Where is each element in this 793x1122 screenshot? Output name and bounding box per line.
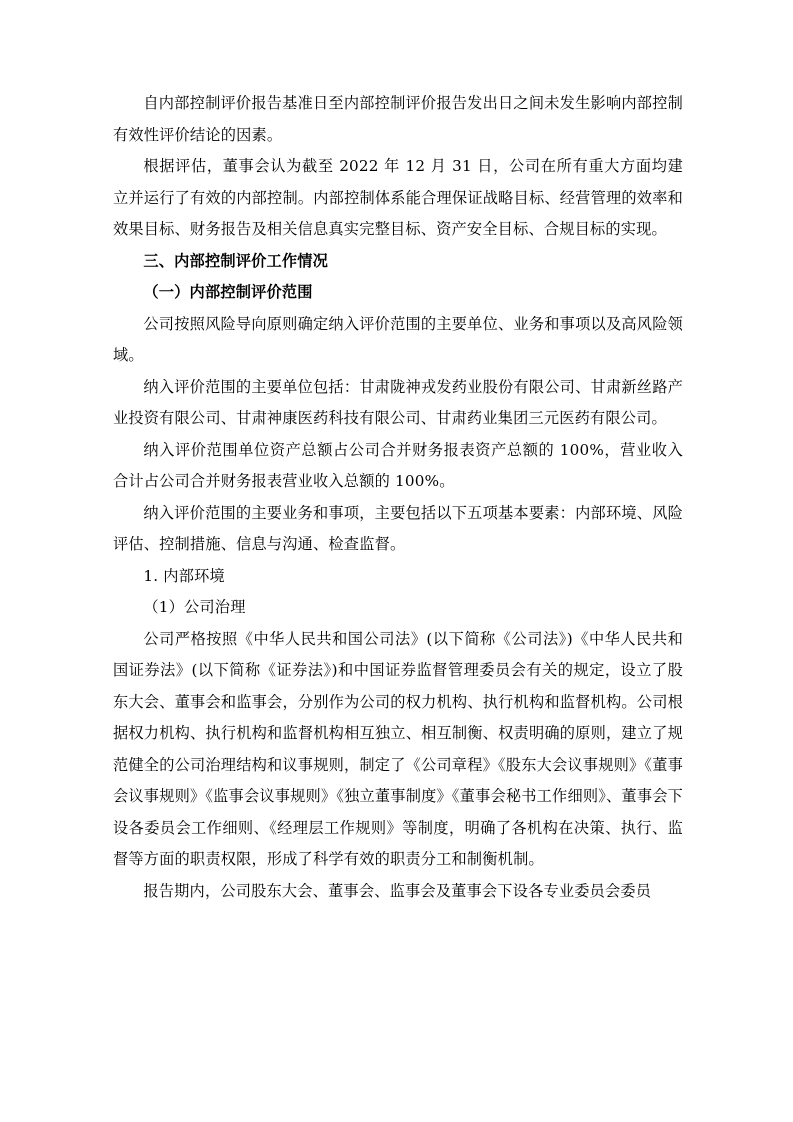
paragraph-item-internal-environment: 1. 内部环境 bbox=[143, 566, 225, 585]
document-body bbox=[113, 88, 683, 907]
paragraph-scope-units: 纳入评价范围的主要单位包括：甘肃陇神戎发药业股份有限公司、甘肃新丝路产业投资有限公司、甘肃神康医药科技有限公司、甘肃药业集团三元医药有限公司。 bbox=[113, 377, 683, 427]
paragraph-governance-detail: 公司严格按照《中华人民共和国公司法》(以下简称《公司法》)《中华人民共和国证券法》(以下简称《证券法》)和中国证券监督管理委员会有关的规定，设立了股东大会、董事会和监事会，分别作为公司的权力机构、执行机构和监督机构。公司根据权力机构、执行机构和监督机构相互独立、相互制衡、权责明确的原则，建立了规范健全的公司治理结构和议事规则，制定了《公司章程》《股东大会议事规则》《董事会议事规则》《监事会议事规则》《独立董事制度》《董事会秘书工作细则》、董事会下设各委员会工作细则、《经理层工作规则》等制度，明确了各机构在决策、执行、监督等方面的职责权限，形成了科学有效的职责分工和制衡机制。 bbox=[113, 629, 683, 868]
paragraph-scope-principle: 公司按照风险导向原则确定纳入评价范围的主要单位、业务和事项以及高风险领域。 bbox=[113, 314, 683, 364]
heading-section-three: 三、内部控制评价工作情况 bbox=[143, 251, 329, 270]
paragraph-board-assessment: 根据评估，董事会认为截至 2022 年 12 月 31 日，公司在所有重大方面均建立并运行了有效的内部控制。内部控制体系能合理保证战略目标、经营管理的效率和效果目标、财务报告及相关信息真实完整目标、资产安全目标、合规目标的实现。 bbox=[113, 157, 683, 238]
paragraph-scope-elements: 纳入评价范围的主要业务和事项，主要包括以下五项基本要素：内部环境、风险评估、控制措施、信息与沟通、检查监督。 bbox=[113, 503, 683, 553]
paragraph-item-corporate-governance: （1）公司治理 bbox=[143, 598, 246, 616]
heading-subsection-one: （一）内部控制评价范围 bbox=[143, 283, 313, 301]
paragraph-baseline-statement: 自内部控制评价报告基准日至内部控制评价报告发出日之间未发生影响内部控制有效性评价结论的因素。 bbox=[113, 94, 683, 144]
paragraph-scope-percentage: 纳入评价范围单位资产总额占公司合并财务报表资产总额的 100%，营业收入合计占公司合并财务报表营业收入总额的 100%。 bbox=[113, 440, 683, 490]
paragraph-reporting-period: 报告期内，公司股东大会、董事会、监事会及董事会下设各专业委员会委员 bbox=[143, 881, 652, 900]
